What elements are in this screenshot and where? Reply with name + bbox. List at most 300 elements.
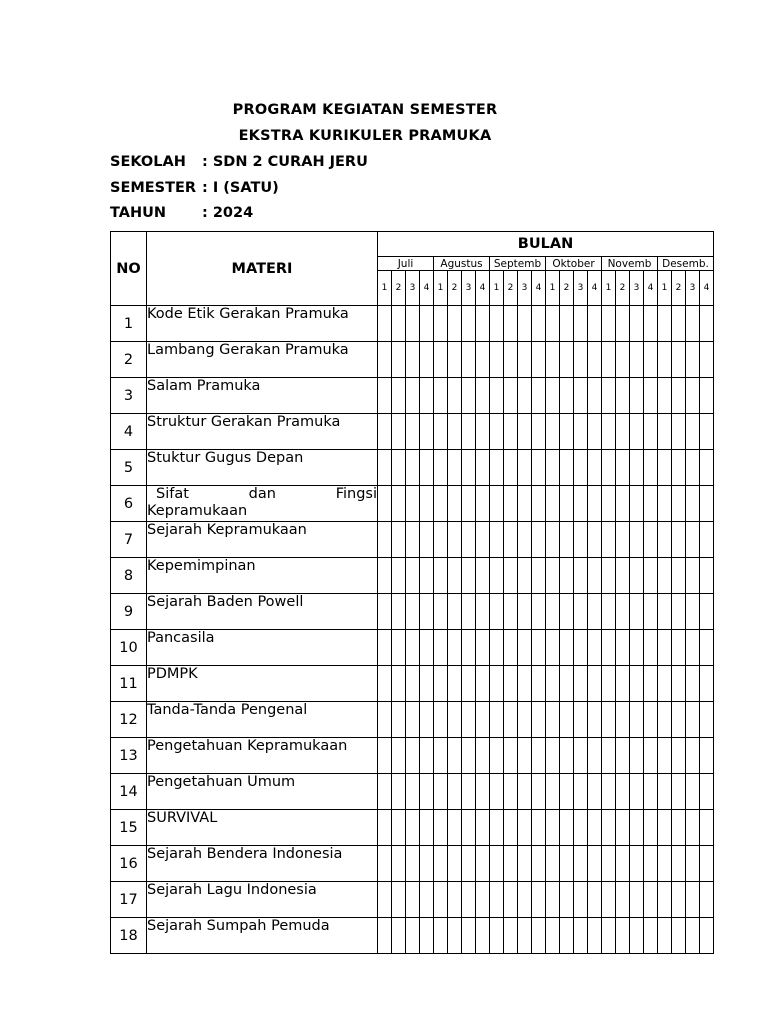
semester-label: SEMESTER xyxy=(110,180,197,196)
row-materi: Kepemimpinan xyxy=(147,558,378,594)
schedule-cell xyxy=(560,810,574,846)
week-header: 4 xyxy=(420,271,434,306)
schedule-cell xyxy=(700,738,714,774)
schedule-cell xyxy=(602,522,616,558)
schedule-cell xyxy=(518,882,532,918)
week-header: 3 xyxy=(574,271,588,306)
schedule-cell xyxy=(420,594,434,630)
schedule-cell xyxy=(588,522,602,558)
schedule-cell xyxy=(658,306,672,342)
schedule-cell xyxy=(644,630,658,666)
schedule-cell xyxy=(448,486,462,522)
schedule-cell xyxy=(490,882,504,918)
schedule-cell xyxy=(518,486,532,522)
row-number: 10 xyxy=(111,630,147,666)
schedule-cell xyxy=(630,486,644,522)
schedule-cell xyxy=(462,846,476,882)
table-row xyxy=(111,378,714,414)
schedule-cell xyxy=(392,342,406,378)
row-number: 5 xyxy=(111,450,147,486)
schedule-cell xyxy=(490,486,504,522)
schedule-cell xyxy=(700,558,714,594)
schedule-cell xyxy=(686,810,700,846)
row-materi xyxy=(147,486,378,522)
schedule-cell xyxy=(672,378,686,414)
schedule-cell xyxy=(434,846,448,882)
schedule-cell xyxy=(630,738,644,774)
schedule-cell xyxy=(616,378,630,414)
schedule-cell xyxy=(644,702,658,738)
schedule-cell xyxy=(658,342,672,378)
schedule-cell xyxy=(602,306,616,342)
schedule-cell xyxy=(658,378,672,414)
schedule-cell xyxy=(420,378,434,414)
schedule-cell xyxy=(462,882,476,918)
schedule-cell xyxy=(560,630,574,666)
schedule-cell xyxy=(630,630,644,666)
schedule-cell xyxy=(504,738,518,774)
schedule-cell xyxy=(602,486,616,522)
schedule-cell xyxy=(434,486,448,522)
schedule-cell xyxy=(686,486,700,522)
schedule-cell xyxy=(630,594,644,630)
week-header: 3 xyxy=(630,271,644,306)
document-title-line1: PROGRAM KEGIATAN SEMESTER xyxy=(232,102,498,118)
schedule-cell xyxy=(504,522,518,558)
schedule-cell xyxy=(644,666,658,702)
schedule-cell xyxy=(686,702,700,738)
schedule-cell xyxy=(378,918,392,954)
schedule-cell xyxy=(602,342,616,378)
schedule-cell xyxy=(574,918,588,954)
schedule-cell xyxy=(462,810,476,846)
schedule-cell xyxy=(644,306,658,342)
table-row xyxy=(111,738,714,774)
row-number: 2 xyxy=(111,342,147,378)
schedule-cell xyxy=(588,666,602,702)
schedule-cell xyxy=(518,558,532,594)
schedule-cell xyxy=(406,342,420,378)
schedule-cell xyxy=(588,810,602,846)
schedule-cell xyxy=(700,846,714,882)
schedule-cell xyxy=(518,630,532,666)
schedule-cell xyxy=(644,486,658,522)
schedule-cell xyxy=(504,702,518,738)
schedule-cell xyxy=(644,450,658,486)
schedule-cell xyxy=(644,810,658,846)
schedule-cell xyxy=(574,702,588,738)
schedule-cell xyxy=(560,558,574,594)
schedule-cell xyxy=(448,450,462,486)
schedule-cell xyxy=(406,702,420,738)
schedule-cell xyxy=(686,378,700,414)
schedule-cell xyxy=(560,486,574,522)
schedule-cell xyxy=(392,306,406,342)
column-header-bulan: BULAN xyxy=(378,232,714,257)
schedule-cell xyxy=(448,414,462,450)
schedule-cell xyxy=(406,630,420,666)
schedule-cell xyxy=(588,378,602,414)
schedule-cell xyxy=(448,702,462,738)
schedule-cell xyxy=(462,522,476,558)
schedule-cell xyxy=(490,522,504,558)
schedule-cell xyxy=(630,558,644,594)
schedule-cell xyxy=(686,594,700,630)
schedule-cell xyxy=(532,558,546,594)
schedule-cell xyxy=(672,738,686,774)
schedule-cell xyxy=(588,450,602,486)
schedule-cell xyxy=(406,522,420,558)
row-number: 16 xyxy=(111,846,147,882)
schedule-cell xyxy=(476,594,490,630)
schedule-cell xyxy=(406,558,420,594)
schedule-cell xyxy=(434,378,448,414)
schedule-cell xyxy=(616,558,630,594)
schedule-cell xyxy=(490,558,504,594)
schedule-cell xyxy=(462,630,476,666)
column-header-materi: MATERI xyxy=(147,232,378,306)
schedule-cell xyxy=(378,882,392,918)
schedule-cell xyxy=(630,414,644,450)
schedule-cell xyxy=(672,810,686,846)
schedule-cell xyxy=(616,522,630,558)
schedule-cell xyxy=(420,342,434,378)
schedule-cell xyxy=(504,846,518,882)
schedule-cell xyxy=(476,486,490,522)
week-header: 3 xyxy=(462,271,476,306)
week-header: 2 xyxy=(504,271,518,306)
semester-value: : I (SATU) xyxy=(202,180,279,196)
schedule-cell xyxy=(560,594,574,630)
row-materi: Pengetahuan Kepramukaan xyxy=(147,738,378,774)
schedule-cell xyxy=(406,774,420,810)
schedule-cell xyxy=(490,810,504,846)
schedule-cell xyxy=(490,666,504,702)
schedule-cell xyxy=(378,738,392,774)
schedule-cell xyxy=(658,738,672,774)
schedule-cell xyxy=(672,918,686,954)
schedule-cell xyxy=(658,702,672,738)
schedule-cell xyxy=(574,450,588,486)
schedule-cell xyxy=(602,918,616,954)
schedule-cell xyxy=(630,918,644,954)
schedule-cell xyxy=(532,486,546,522)
schedule-cell xyxy=(448,810,462,846)
schedule-cell xyxy=(434,666,448,702)
schedule-cell xyxy=(476,450,490,486)
schedule-cell xyxy=(476,918,490,954)
schedule-cell xyxy=(700,306,714,342)
schedule-cell xyxy=(462,738,476,774)
schedule-cell xyxy=(476,414,490,450)
materi-line: Kepramukaan xyxy=(147,503,248,519)
row-number: 9 xyxy=(111,594,147,630)
schedule-cell xyxy=(476,810,490,846)
schedule-cell xyxy=(532,450,546,486)
schedule-cell xyxy=(518,810,532,846)
schedule-cell xyxy=(686,918,700,954)
schedule-cell xyxy=(644,918,658,954)
row-materi: Sejarah Baden Powell xyxy=(147,594,378,630)
schedule-cell xyxy=(378,846,392,882)
schedule-cell xyxy=(588,630,602,666)
week-header: 4 xyxy=(476,271,490,306)
semester-info xyxy=(110,180,279,196)
schedule-cell xyxy=(462,594,476,630)
schedule-cell xyxy=(546,594,560,630)
schedule-cell xyxy=(504,342,518,378)
table-row xyxy=(111,486,714,522)
schedule-cell xyxy=(644,558,658,594)
schedule-cell xyxy=(602,774,616,810)
row-number: 6 xyxy=(111,486,147,522)
table-row xyxy=(111,882,714,918)
schedule-cell xyxy=(532,846,546,882)
schedule-cell xyxy=(420,414,434,450)
schedule-cell xyxy=(504,666,518,702)
schedule-cell xyxy=(658,882,672,918)
schedule-cell xyxy=(602,846,616,882)
schedule-cell xyxy=(672,630,686,666)
schedule-cell xyxy=(420,522,434,558)
schedule-cell xyxy=(644,342,658,378)
schedule-cell xyxy=(644,522,658,558)
schedule-cell xyxy=(602,450,616,486)
schedule-cell xyxy=(420,738,434,774)
schedule-cell xyxy=(700,630,714,666)
schedule-cell xyxy=(686,774,700,810)
schedule-cell xyxy=(504,414,518,450)
schedule-cell xyxy=(392,450,406,486)
schedule-cell xyxy=(532,918,546,954)
row-number: 4 xyxy=(111,414,147,450)
schedule-cell xyxy=(392,414,406,450)
schedule-cell xyxy=(672,882,686,918)
schedule-cell xyxy=(588,738,602,774)
schedule-cell xyxy=(658,522,672,558)
schedule-cell xyxy=(378,810,392,846)
schedule-cell xyxy=(546,702,560,738)
schedule-cell xyxy=(476,342,490,378)
schedule-cell xyxy=(462,702,476,738)
table-row xyxy=(111,666,714,702)
month-header: Septemb xyxy=(490,257,546,271)
schedule-cell xyxy=(448,594,462,630)
schedule-cell xyxy=(392,486,406,522)
schedule-cell xyxy=(434,306,448,342)
week-header: 2 xyxy=(448,271,462,306)
schedule-cell xyxy=(420,846,434,882)
row-materi: SURVIVAL xyxy=(147,810,378,846)
schedule-cell xyxy=(504,810,518,846)
schedule-cell xyxy=(420,918,434,954)
schedule-cell xyxy=(560,918,574,954)
row-number: 11 xyxy=(111,666,147,702)
schedule-cell xyxy=(700,486,714,522)
schedule-cell xyxy=(602,882,616,918)
schedule-cell xyxy=(602,558,616,594)
schedule-cell xyxy=(644,774,658,810)
table-row xyxy=(111,630,714,666)
schedule-cell xyxy=(574,522,588,558)
week-header: 3 xyxy=(518,271,532,306)
schedule-cell xyxy=(504,630,518,666)
schedule-cell xyxy=(574,342,588,378)
week-header: 1 xyxy=(434,271,448,306)
schedule-cell xyxy=(616,702,630,738)
schedule-cell xyxy=(644,378,658,414)
row-number: 7 xyxy=(111,522,147,558)
schedule-cell xyxy=(574,594,588,630)
schedule-cell xyxy=(462,774,476,810)
schedule-cell xyxy=(378,630,392,666)
week-header: 1 xyxy=(490,271,504,306)
schedule-cell xyxy=(616,414,630,450)
schedule-cell xyxy=(476,522,490,558)
schedule-cell xyxy=(378,774,392,810)
schedule-cell xyxy=(588,558,602,594)
schedule-cell xyxy=(644,882,658,918)
schedule-cell xyxy=(476,558,490,594)
document-title-line2: EKSTRA KURIKULER PRAMUKA xyxy=(238,128,492,144)
schedule-cell xyxy=(476,378,490,414)
schedule-cell xyxy=(378,342,392,378)
row-number: 15 xyxy=(111,810,147,846)
schedule-cell xyxy=(560,378,574,414)
schedule-cell xyxy=(644,846,658,882)
schedule-cell xyxy=(434,450,448,486)
schedule-cell xyxy=(490,450,504,486)
schedule-cell xyxy=(588,774,602,810)
schedule-cell xyxy=(518,918,532,954)
schedule-cell xyxy=(518,414,532,450)
schedule-cell xyxy=(546,450,560,486)
schedule-cell xyxy=(546,774,560,810)
schedule-cell xyxy=(602,414,616,450)
schedule-cell xyxy=(406,918,420,954)
schedule-cell xyxy=(490,594,504,630)
schedule-cell xyxy=(588,702,602,738)
schedule-cell xyxy=(630,774,644,810)
schedule-cell xyxy=(420,306,434,342)
schedule-cell xyxy=(476,846,490,882)
schedule-cell xyxy=(574,774,588,810)
schedule-cell xyxy=(434,414,448,450)
schedule-cell xyxy=(532,414,546,450)
schedule-cell xyxy=(658,486,672,522)
week-header: 2 xyxy=(672,271,686,306)
schedule-cell xyxy=(504,918,518,954)
row-number: 18 xyxy=(111,918,147,954)
schedule-cell xyxy=(658,666,672,702)
schedule-cell xyxy=(420,630,434,666)
schedule-cell xyxy=(574,810,588,846)
month-header: Oktober xyxy=(546,257,602,271)
schedule-cell xyxy=(672,666,686,702)
schedule-cell xyxy=(560,306,574,342)
schedule-cell xyxy=(406,738,420,774)
schedule-cell xyxy=(672,342,686,378)
schedule-cell xyxy=(392,558,406,594)
schedule-cell xyxy=(448,738,462,774)
month-header: Agustus xyxy=(434,257,490,271)
schedule-cell xyxy=(476,738,490,774)
schedule-cell xyxy=(700,702,714,738)
schedule-cell xyxy=(602,738,616,774)
schedule-cell xyxy=(392,810,406,846)
schedule-cell xyxy=(420,486,434,522)
week-header: 2 xyxy=(560,271,574,306)
schedule-cell xyxy=(574,558,588,594)
schedule-cell xyxy=(406,414,420,450)
schedule-cell xyxy=(658,774,672,810)
row-materi: Stuktur Gugus Depan xyxy=(147,450,378,486)
schedule-cell xyxy=(406,486,420,522)
week-header: 4 xyxy=(532,271,546,306)
schedule-cell xyxy=(672,558,686,594)
schedule-cell xyxy=(574,306,588,342)
schedule-cell xyxy=(518,342,532,378)
schedule-cell xyxy=(602,594,616,630)
schedule-cell xyxy=(504,558,518,594)
month-header: Novemb xyxy=(602,257,658,271)
schedule-cell xyxy=(462,558,476,594)
schedule-cell xyxy=(532,378,546,414)
schedule-cell xyxy=(574,378,588,414)
schedule-cell xyxy=(490,630,504,666)
schedule-cell xyxy=(546,882,560,918)
table-row xyxy=(111,414,714,450)
schedule-cell xyxy=(406,846,420,882)
week-header: 4 xyxy=(588,271,602,306)
schedule-cell xyxy=(378,486,392,522)
schedule-cell xyxy=(602,378,616,414)
schedule-cell xyxy=(546,810,560,846)
schedule-cell xyxy=(448,846,462,882)
schedule-cell xyxy=(476,306,490,342)
row-materi: Lambang Gerakan Pramuka xyxy=(147,342,378,378)
schedule-cell xyxy=(504,486,518,522)
schedule-cell xyxy=(476,774,490,810)
schedule-cell xyxy=(686,450,700,486)
week-header: 1 xyxy=(546,271,560,306)
schedule-cell xyxy=(420,882,434,918)
schedule-cell xyxy=(392,594,406,630)
schedule-cell xyxy=(588,882,602,918)
schedule-cell xyxy=(630,702,644,738)
schedule-cell xyxy=(644,414,658,450)
schedule-cell xyxy=(616,342,630,378)
schedule-cell xyxy=(574,882,588,918)
schedule-cell xyxy=(518,666,532,702)
schedule-cell xyxy=(518,846,532,882)
schedule-cell xyxy=(700,414,714,450)
schedule-cell xyxy=(546,558,560,594)
table-row xyxy=(111,342,714,378)
week-header: 2 xyxy=(616,271,630,306)
week-header: 1 xyxy=(378,271,392,306)
schedule-cell xyxy=(392,666,406,702)
schedule-cell xyxy=(616,630,630,666)
schedule-cell xyxy=(700,774,714,810)
schedule-cell xyxy=(630,378,644,414)
schedule-cell xyxy=(462,414,476,450)
year-info xyxy=(110,205,253,221)
schedule-cell xyxy=(518,702,532,738)
row-materi: Sejarah Bendera Indonesia xyxy=(147,846,378,882)
schedule-cell xyxy=(560,738,574,774)
schedule-cell xyxy=(616,450,630,486)
